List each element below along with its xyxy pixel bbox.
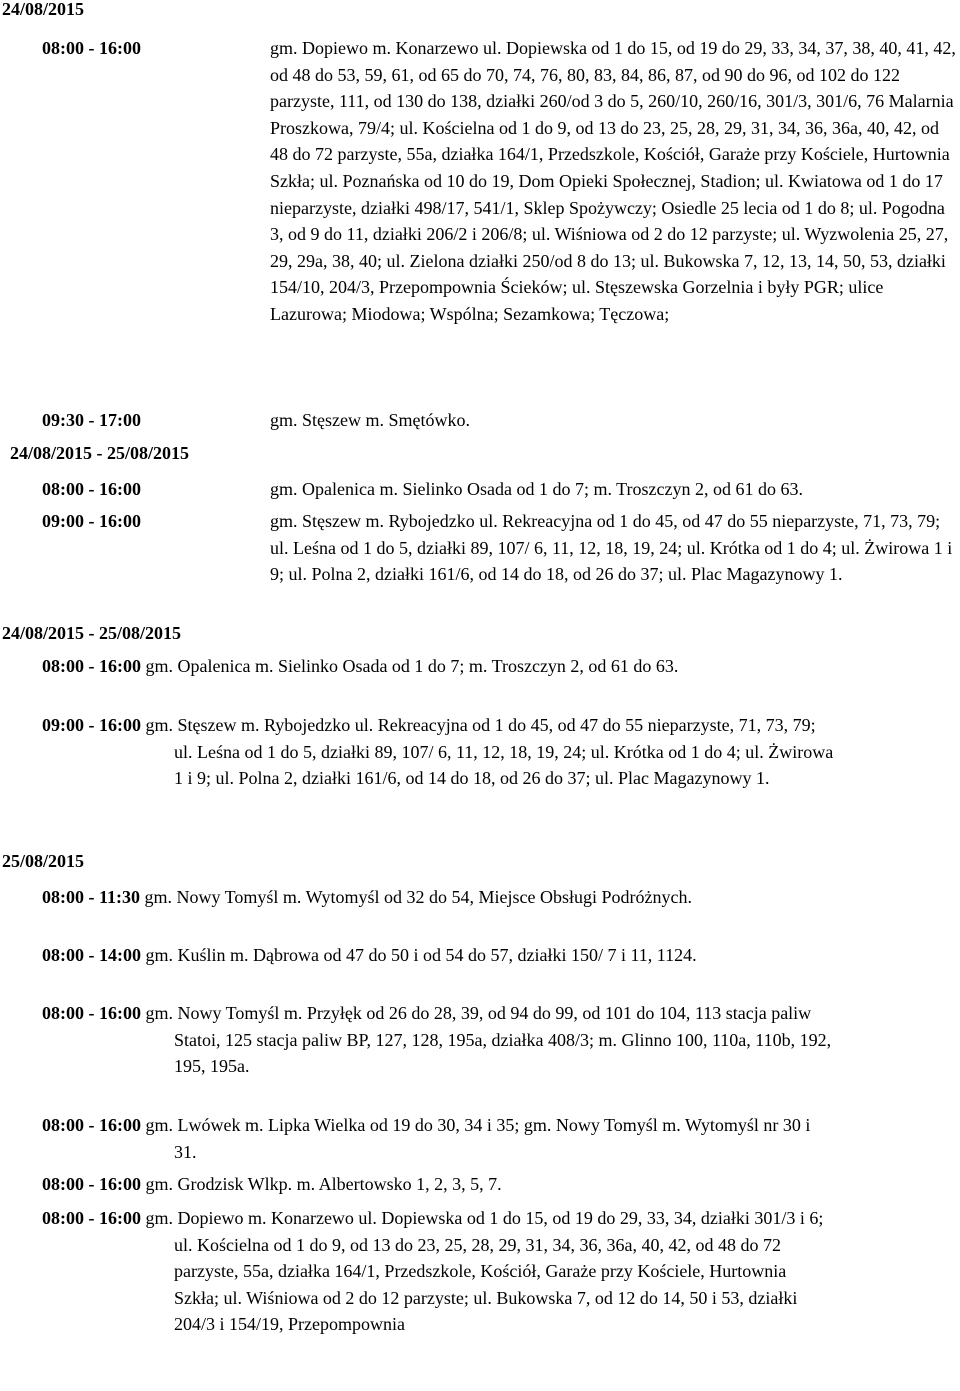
section-date: 24/08/2015 - 25/08/2015 bbox=[2, 623, 181, 643]
entry-description: gm. Opalenica m. Sielinko Osada od 1 do 7; m. Troszczyn 2, od 61 do 63. bbox=[145, 656, 679, 676]
entry-time: 09:00 - 16:00 bbox=[42, 511, 141, 531]
section-date: 25/08/2015 bbox=[2, 851, 85, 871]
entry-description: gm. Stęszew m. Smętówko. bbox=[270, 410, 470, 430]
entry-description: gm. Nowy Tomyśl m. Wytomyśl od 32 do 54, Miejsce Obsługi Podróżnych. bbox=[144, 887, 692, 907]
entry-description: gm. Opalenica m. Sielinko Osada od 1 do 7; m. Troszczyn 2, od 61 do 63. bbox=[270, 479, 803, 499]
entry-time: 09:00 - 16:00 bbox=[42, 715, 141, 735]
entry bbox=[42, 653, 834, 680]
entry-time: 09:30 - 17:00 bbox=[42, 410, 141, 430]
entry bbox=[42, 1000, 834, 1080]
entry bbox=[42, 1112, 834, 1165]
entry-time: 08:00 - 11:30 bbox=[42, 887, 140, 907]
entry bbox=[42, 1205, 834, 1338]
section-date: 24/08/2015 bbox=[2, 0, 85, 19]
entry-description: gm. Stęszew m. Rybojedzko ul. Rekreacyjna od 1 do 45, od 47 do 55 nieparzyste, 71, 73, 79; ul. Leśna od 1 do 5, działki 89, 107/ 6, 11, 12, 18, 19, 24; ul. Krótka od 1 do 4; ul. Żwirowa 1 i 9; ul. Polna 2, działki 161/6, od 14 do 18, od 26 do 37; ul. Plac Magazynowy 1. bbox=[145, 715, 834, 789]
entry bbox=[42, 712, 834, 792]
entry-description: gm. Dopiewo m. Konarzewo ul. Dopiewska od 1 do 15, od 19 do 29, 33, 34, 37, 38, 40, 41, 42, od 48 do 53, 59, 61, od 65 do 70, 74, 76, 80, 83, 84, 86, 87, od 90 do 96, od 102 do 122 parzyste, 111, od 130 do 138, działki 260/od 3 do 5, 260/10, 260/16, 301/3, 301/6, 76 Malarnia Proszkowa, 79/4; ul. Kościelna od 1 do 9, od 13 do 23, 25, 28, 29, 31, 34, 36, 36a, 40, 42, od 48 do 72 parzyste, 55a, działka 164/1, Przedszkole, Kościół, Garaże przy Kościele, Hurtownia Szkła; ul. Poznańska od 10 do 19, Dom Opieki Społecznej, Stadion; ul. Kwiatowa od 1 do 17 nieparzyste, działki 498/17, 541/1, Sklep Spożywczy; Osiedle 25 lecia od 1 do 8; ul. Pogodna 3, od 9 do 11, działki 206/2 i 206/8; ul. Wiśniowa od 2 do 12 parzyste; ul. Wyzwolenia 25, 27, 29, 29a, 38, 40; ul. Zielona działki 250/od 8 do 13; ul. Bukowska 7, 12, 13, 14, 50, 53, działki 154/10, 204/3, Przepompownia Ścieków; ul. Stęszewska Gorzelnia i były PGR; ulice Lazurowa; Miodowa; Wspólna; Sezamkowa; Tęczowa; bbox=[270, 38, 956, 324]
entry-time: 08:00 - 14:00 bbox=[42, 945, 141, 965]
entry-time: 08:00 - 16:00 bbox=[42, 1208, 141, 1228]
entry-description: gm. Nowy Tomyśl m. Przyłęk od 26 do 28, 39, od 94 do 99, od 101 do 104, 113 stacja paliw Statoi, 125 stacja paliw BP, 127, 128, 195a, działka 408/3; m. Glinno 100, 110a, 110b, 192, 195, 195a. bbox=[145, 1003, 832, 1077]
entry bbox=[42, 1171, 834, 1198]
entry-time: 08:00 - 16:00 bbox=[42, 1115, 141, 1135]
entry bbox=[42, 884, 834, 911]
entry-description: gm. Lwówek m. Lipka Wielka od 19 do 30, 34 i 35; gm. Nowy Tomyśl m. Wytomyśl nr 30 i 31. bbox=[145, 1115, 811, 1162]
entry-time: 08:00 - 16:00 bbox=[42, 1003, 141, 1023]
entry-time: 08:00 - 16:00 bbox=[42, 479, 141, 499]
entry bbox=[42, 942, 834, 969]
entry-time: 08:00 - 16:00 bbox=[42, 38, 141, 58]
entry-description: gm. Grodzisk Wlkp. m. Albertowsko 1, 2, 3, 5, 7. bbox=[145, 1174, 502, 1194]
entry-description: gm. Stęszew m. Rybojedzko ul. Rekreacyjna od 1 do 45, od 47 do 55 nieparzyste, 71, 73, 79; ul. Leśna od 1 do 5, działki 89, 107/ 6, 11, 12, 18, 19, 24; ul. Krótka od 1 do 4; ul. Żwirowa 1 i 9; ul. Polna 2, działki 161/6, od 14 do 18, od 26 do 37; ul. Plac Magazynowy 1. bbox=[270, 511, 953, 585]
section-date: 24/08/2015 - 25/08/2015 bbox=[10, 443, 189, 463]
entry-time: 08:00 - 16:00 bbox=[42, 656, 141, 676]
entry-description: gm. Kuślin m. Dąbrowa od 47 do 50 i od 54 do 57, działki 150/ 7 i 11, 1124. bbox=[145, 945, 697, 965]
entry-time: 08:00 - 16:00 bbox=[42, 1174, 141, 1194]
entry-description: gm. Dopiewo m. Konarzewo ul. Dopiewska od 1 do 15, od 19 do 29, 33, 34, działki 301/3 i 6; ul. Kościelna od 1 do 9, od 13 do 23, 25, 28, 29, 31, 34, 36, 36a, 40, 42, od 48 do 72 parzyste, 55a, działka 164/1, Przedszkole, Kościół, Garaże przy Kościele, Hurtownia Szkła; ul. Wiśniowa od 2 do 12 parzyste; ul. Bukowska 7, od 12 do 14, 50 i 53, działki 204/3 i 154/19, Przepompownia bbox=[145, 1208, 824, 1335]
